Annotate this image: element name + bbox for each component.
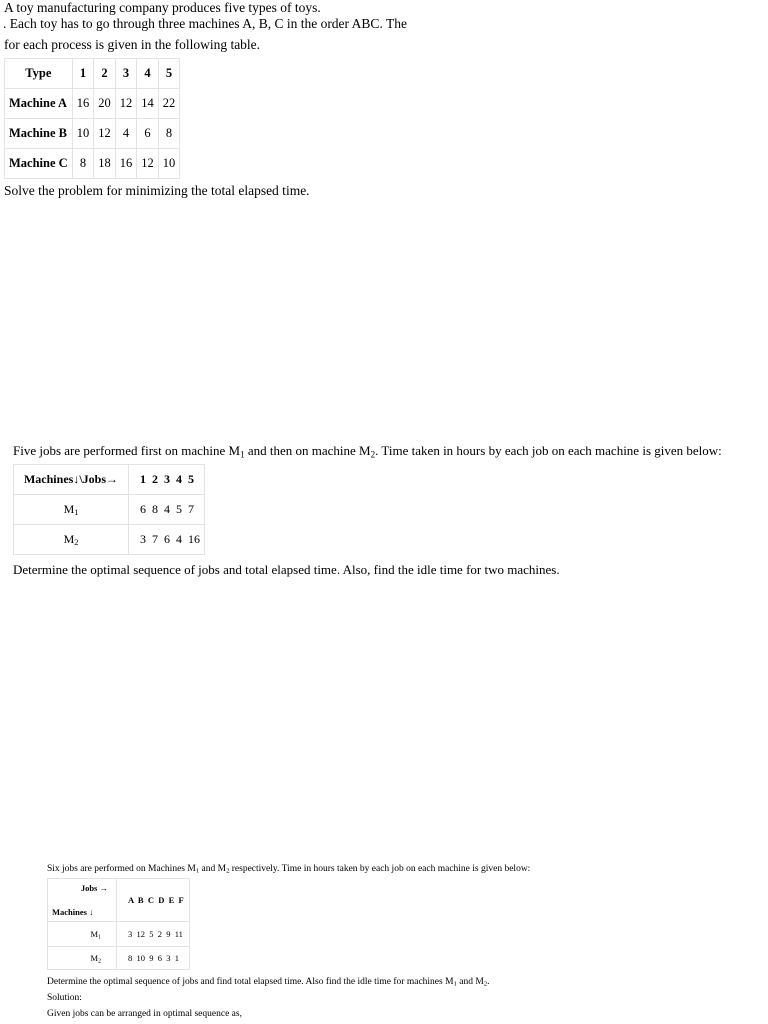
problem-1-line-2: . Each toy has to go through three machines A, B, C in the order ABC. The [3, 16, 407, 31]
problem-1-line-3: for each process is given in the following table. [4, 37, 261, 52]
problem-3-line-2: Determine the optimal sequence of jobs and find total elapsed time. Also find the idle time for machines $M_1$ and $M_2$. [47, 977, 490, 988]
table-cell: 10 [72, 119, 94, 149]
header-label [48, 879, 117, 922]
row-label: $M_1$ [14, 495, 129, 525]
table-cell: 10 [158, 149, 180, 179]
table-cell: 16 [72, 89, 94, 119]
row-label: $M_1$ [48, 922, 117, 947]
row-values: 3 7 6 4 16 [129, 525, 205, 555]
table-cell: 14 [137, 89, 159, 119]
header-cell: 5 [158, 59, 180, 89]
table-header-row [5, 59, 180, 89]
row-label: Machine B [5, 119, 73, 149]
table-cell: 22 [158, 89, 180, 119]
solution-heading: Solution: [47, 993, 82, 1003]
row-values: 8 10 9 6 3 1 [117, 947, 190, 970]
table-cell: 12 [94, 119, 116, 149]
table-header-row [14, 465, 205, 495]
table-cell: 4 [115, 119, 137, 149]
table-header-row [48, 879, 190, 922]
table-row [5, 149, 180, 179]
problem-1-line-1: A toy manufacturing company produces five types of toys. [4, 0, 321, 15]
table-row [14, 495, 205, 525]
header-type-label: Type [5, 59, 73, 89]
table-row [14, 525, 205, 555]
table-row [48, 922, 190, 947]
header-cell: 4 [137, 59, 159, 89]
header-cell: 3 [115, 59, 137, 89]
table-cell: 12 [137, 149, 159, 179]
problem-1-line-4: Solve the problem for minimizing the total elapsed time. [4, 183, 310, 198]
header-values: 1 2 3 4 5 [129, 465, 205, 495]
problem-2-line-2: Determine the optimal sequence of jobs and total elapsed time. Also, find the idle time for two machines. [13, 562, 560, 577]
table-cell: 18 [94, 149, 116, 179]
row-label: Machine A [5, 89, 73, 119]
table-row [5, 89, 180, 119]
row-label: $M_2$ [48, 947, 117, 970]
table-cell: 12 [115, 89, 137, 119]
problem-2-line-1: Five jobs are performed first on machine $M_1$ and then on machine $M_2$. Time taken in hours by each job on each machine is given below: [13, 443, 722, 460]
table-row [48, 947, 190, 970]
table-cell: 8 [158, 119, 180, 149]
problem-3-line-4: Given jobs can be arranged in optimal sequence as, [47, 1009, 242, 1019]
problem-3-line-1: Six jobs are performed on Machines $M_1$ and $M_2$ respectively. Time in hours taken by each job on each machine is given below: [47, 864, 531, 875]
table-row [5, 119, 180, 149]
six-job-table [47, 878, 190, 970]
jobs-label: Jobs → [80, 883, 108, 893]
two-machine-table [13, 464, 205, 555]
header-values: A B C D E F [117, 879, 190, 922]
table-cell: 16 [115, 149, 137, 179]
table-cell: 6 [137, 119, 159, 149]
header-label: Machines↓\Jobs→ [14, 465, 129, 495]
table-cell: 8 [72, 149, 94, 179]
row-values: 3 12 5 2 9 11 [117, 922, 190, 947]
header-cell: 1 [72, 59, 94, 89]
machines-label: Machines ↓ [52, 907, 94, 917]
processing-time-table [4, 58, 180, 179]
row-label: $M_2$ [14, 525, 129, 555]
row-values: 6 8 4 5 7 [129, 495, 205, 525]
row-label: Machine C [5, 149, 73, 179]
table-cell: 20 [94, 89, 116, 119]
header-cell: 2 [94, 59, 116, 89]
